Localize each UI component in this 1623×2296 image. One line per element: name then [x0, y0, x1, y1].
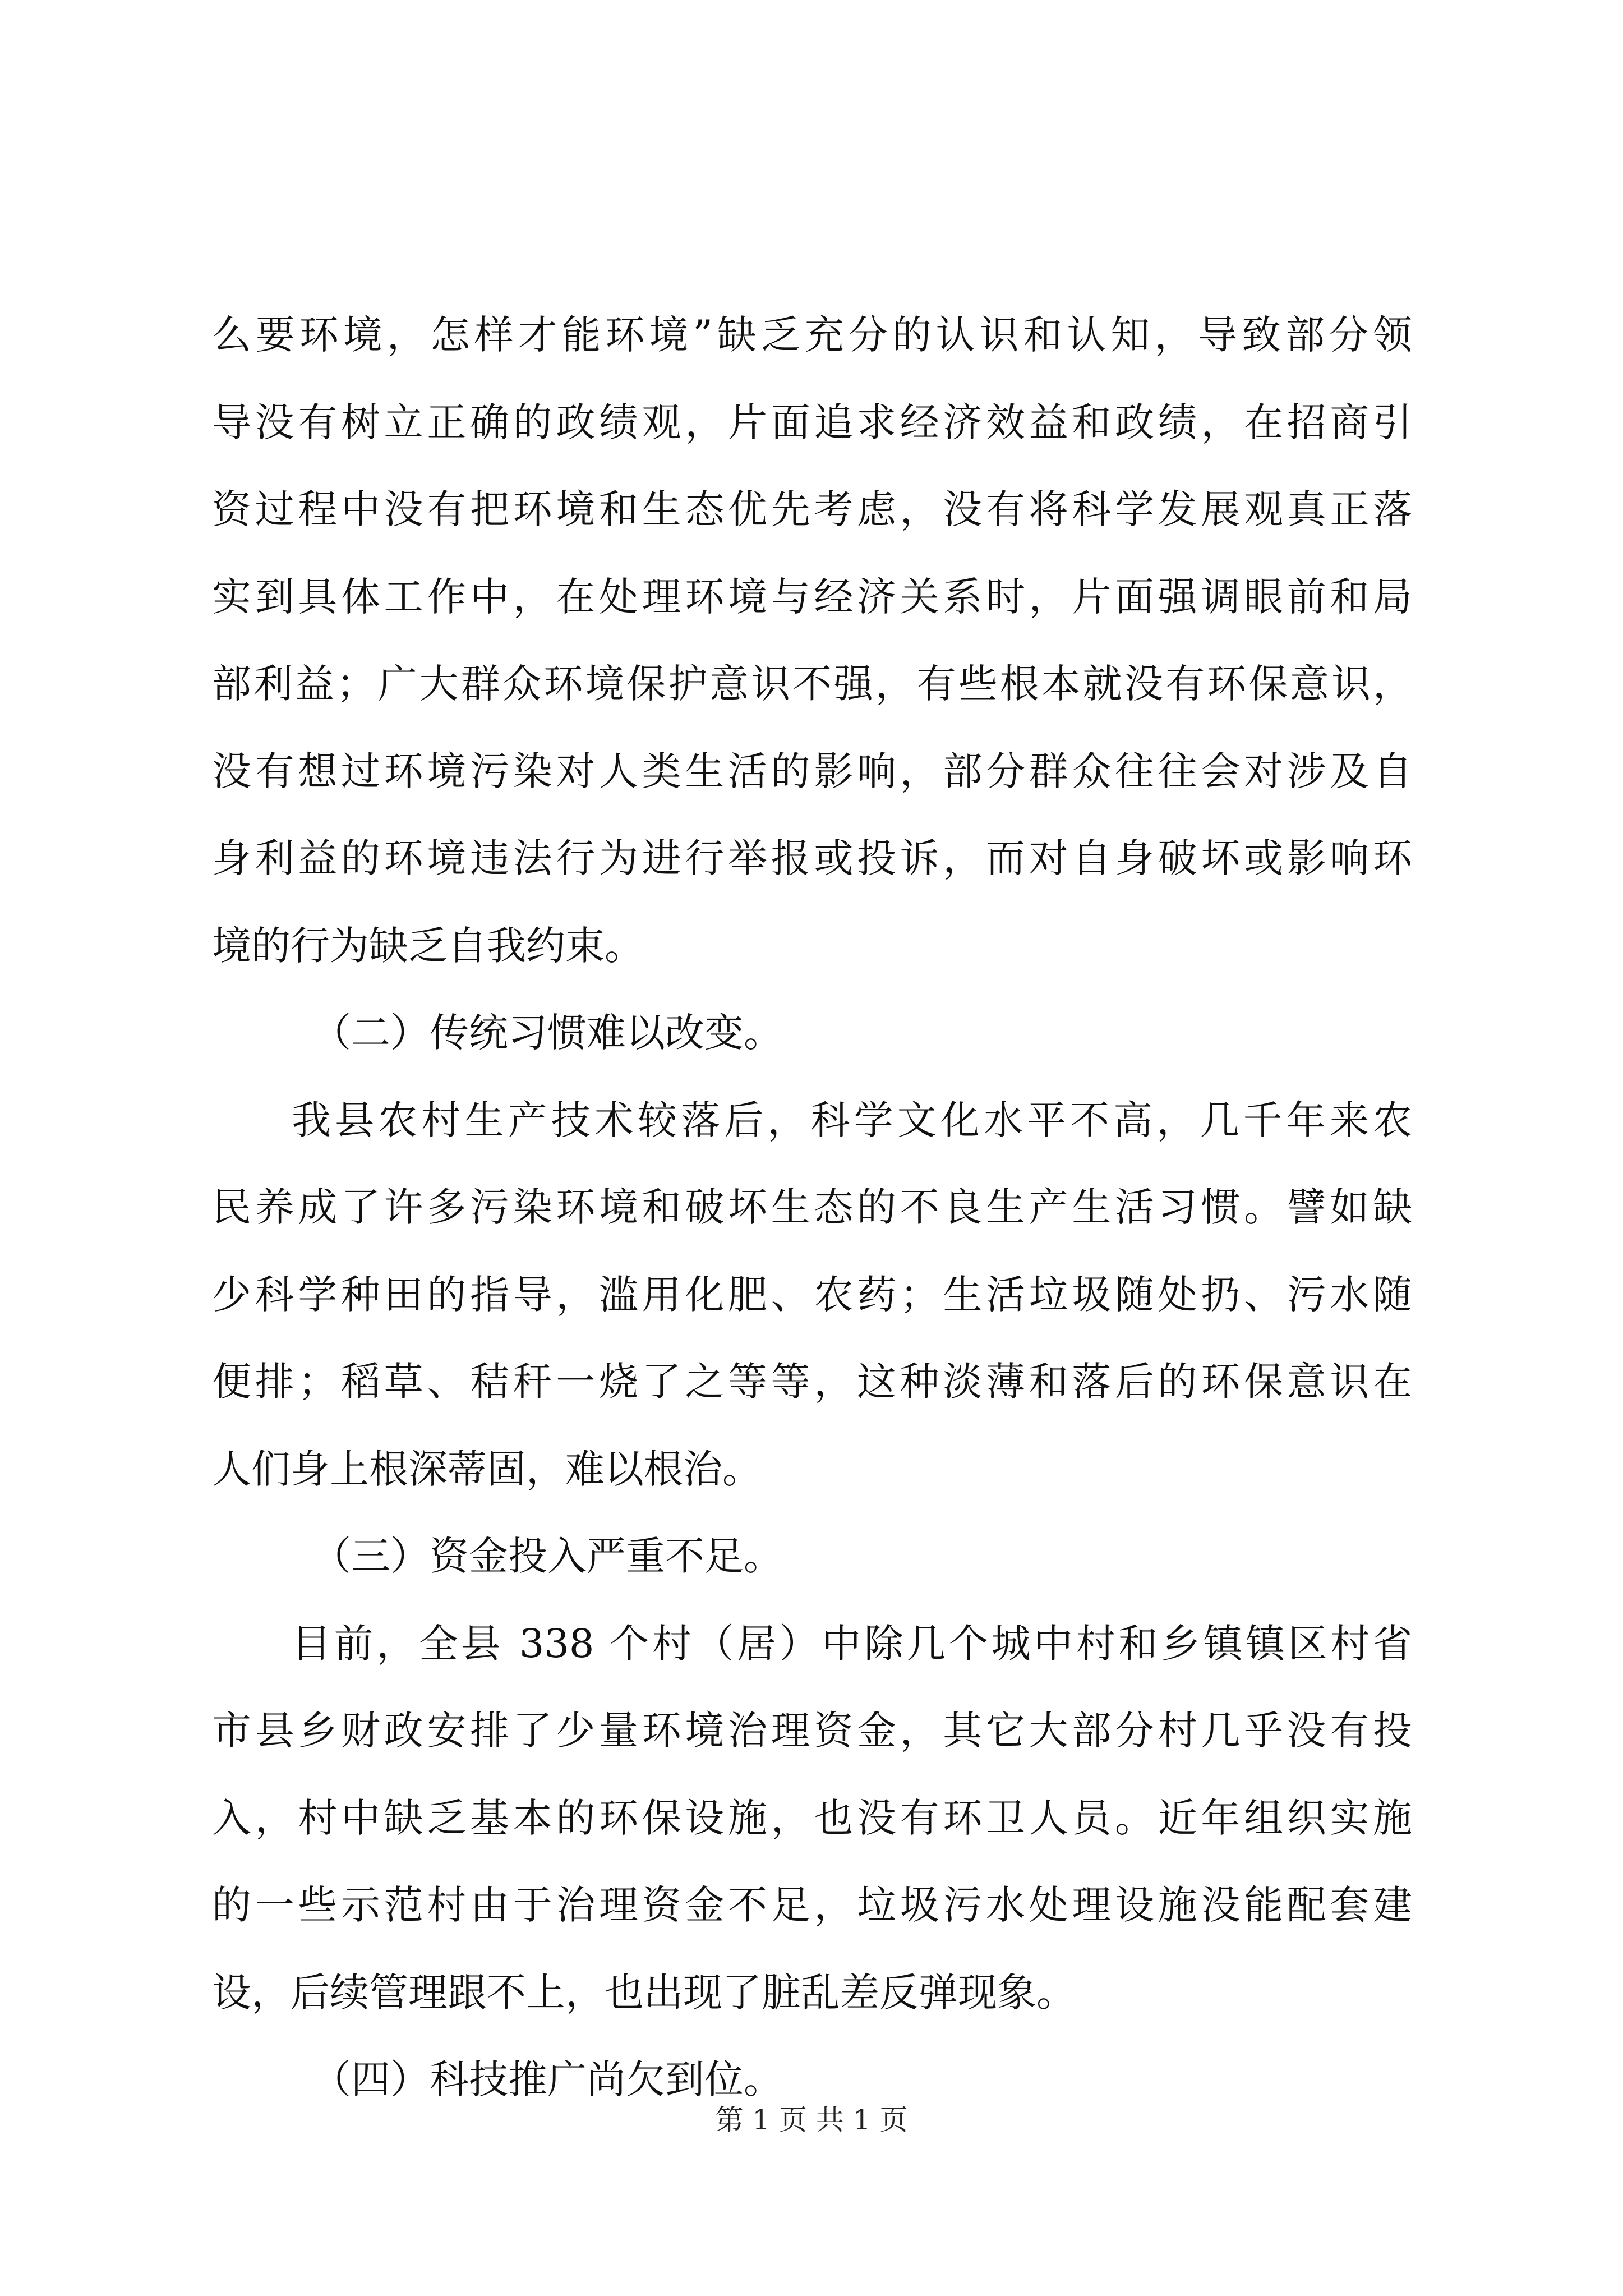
paragraph-line: 没有想过环境污染对人类生活的影响，部分群众往往会对涉及自	[212, 748, 1412, 794]
paragraph-line: 我县农村生产技术较落后，科学文化水平不高，几千年来农	[292, 1097, 1412, 1143]
paragraph-line: 实到具体工作中，在处理环境与经济关系时，片面强调眼前和局	[212, 573, 1412, 620]
paragraph-line: 市县乡财政安排了少量环境治理资金，其它大部分村几乎没有投	[212, 1708, 1412, 1754]
paragraph-line: 身利益的环境违法行为进行举报或投诉，而对自身破坏或影响环	[212, 835, 1412, 881]
document-body	[212, 292, 1412, 2124]
page-footer: 第 1 页 共 1 页	[715, 2104, 908, 2136]
paragraph-line: 少科学种田的指导，滥用化肥、农药；生活垃圾随处扔、污水随	[212, 1271, 1412, 1318]
paragraph-line: 境的行为缺乏自我约束。	[212, 922, 644, 969]
paragraph-line: 设，后续管理跟不上，也出现了脏乱差反弹现象。	[212, 1969, 1076, 2016]
paragraph-line: 么要环境，怎样才能环境”缺乏充分的认识和认知，导致部分领	[212, 312, 1412, 358]
paragraph-line: 民养成了许多污染环境和破坏生态的不良生产生活习惯。譬如缺	[212, 1184, 1412, 1230]
section-heading: （二）传统习惯难以改变。	[312, 1010, 783, 1056]
paragraph-line: 入，村中缺乏基本的环保设施，也没有环卫人员。近年组织实施	[212, 1795, 1412, 1841]
paragraph-line: 资过程中没有把环境和生态优先考虑，没有将科学发展观真正落	[212, 486, 1412, 532]
section-heading: （四）科技推广尚欠到位。	[312, 2056, 783, 2102]
paragraph-line: 目前，全县 338 个村（居）中除几个城中村和乡镇镇区村省	[292, 1620, 1412, 1667]
section-heading: （三）资金投入严重不足。	[312, 1533, 783, 1579]
paragraph-line: 便排；稻草、秸秆一烧了之等等，这种淡薄和落后的环保意识在	[212, 1359, 1412, 1405]
paragraph-line: 导没有树立正确的政绩观，片面追求经济效益和政绩，在招商引	[212, 399, 1412, 445]
paragraph-line: 部利益；广大群众环境保护意识不强，有些根本就没有环保意识，	[212, 661, 1412, 707]
paragraph-line: 人们身上根深蒂固，难以根治。	[212, 1446, 762, 1492]
paragraph-line: 的一些示范村由于治理资金不足，垃圾污水处理设施没能配套建	[212, 1882, 1412, 1928]
